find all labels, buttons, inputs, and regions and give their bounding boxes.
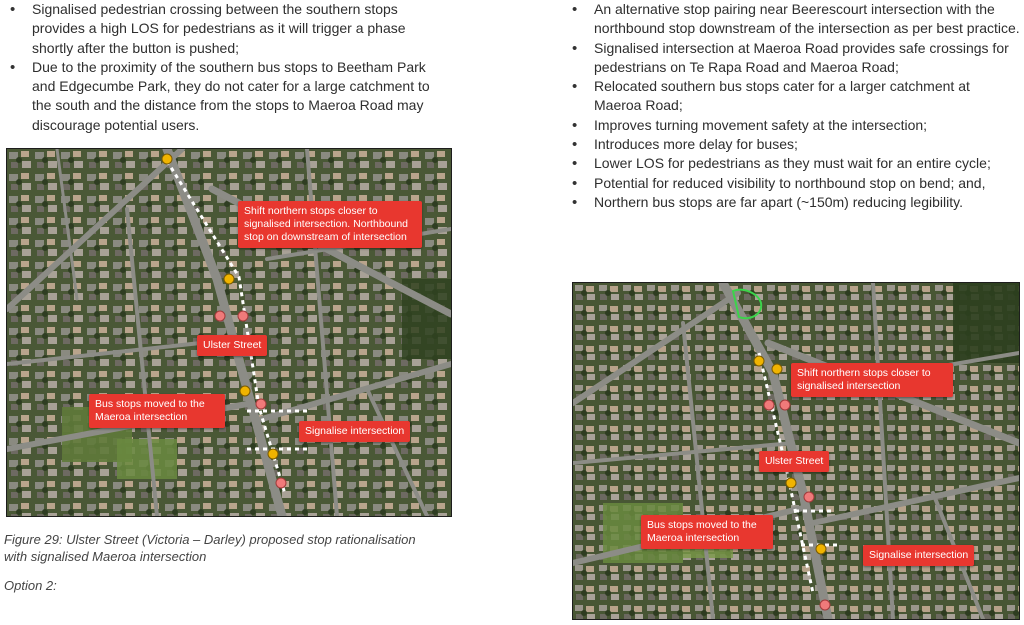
bus-stop-existing-marker — [786, 478, 796, 488]
bus-stop-existing-marker — [162, 154, 172, 164]
callout-shift-northern-stops: Shift northern stops closer to signalised intersection — [791, 363, 953, 397]
bus-stop-existing-marker — [754, 356, 764, 366]
bus-stop-proposed-marker — [215, 311, 225, 321]
callout-ulster-street: Ulster Street — [759, 451, 829, 472]
right-bullet-item: • Signalised intersection at Maeroa Road provides safe crossings for pedestrians on Te Rapa Road and Maeroa Road; — [570, 39, 1020, 78]
bus-stop-proposed-marker — [820, 600, 830, 610]
bus-stop-proposed-marker — [764, 400, 774, 410]
aerial-map-figure-29 — [6, 148, 452, 517]
left-column — [8, 0, 448, 135]
left-bullet-item: • Due to the proximity of the southern bus stops to Beetham Park and Edgecumbe Park, they do not cater for a large catchment to the south and the distance from the stops to Maeroa Road may discourage potential users. — [8, 58, 448, 135]
callout-ulster-street: Ulster Street — [197, 335, 267, 356]
right-bullet-item: • Improves turning movement safety at the intersection; — [570, 116, 1020, 135]
callout-bus-stops-moved: Bus stops moved to the Maeroa intersection — [641, 515, 773, 549]
left-bullet-list — [8, 0, 448, 135]
bus-stop-existing-marker — [240, 386, 250, 396]
bus-stop-proposed-marker — [804, 492, 814, 502]
figure-caption: Figure 29: Ulster Street (Victoria – Darley) proposed stop rationalisation with signalised Maeroa intersection — [4, 532, 416, 564]
right-bullet-item: • Introduces more delay for buses; — [570, 135, 1020, 154]
bus-stop-existing-marker — [772, 364, 782, 374]
callout-signalise-intersection: Signalise intersection — [299, 421, 410, 442]
bus-stop-existing-marker — [224, 274, 234, 284]
callout-bus-stops-moved: Bus stops moved to the Maeroa intersection — [89, 394, 225, 428]
right-bullet-list — [570, 0, 1020, 212]
bus-stop-proposed-marker — [276, 478, 286, 488]
bus-stop-proposed-marker — [256, 399, 266, 409]
bus-stop-existing-marker — [816, 544, 826, 554]
right-bullet-item: • Northern bus stops are far apart (~150m) reducing legibility. — [570, 193, 1020, 212]
bus-stop-proposed-marker — [780, 400, 790, 410]
right-bullet-item: • An alternative stop pairing near Beerescourt intersection with the northbound stop downstream of the intersection as per best practice. — [570, 0, 1020, 39]
left-bullet-item: • Signalised pedestrian crossing between the southern stops provides a high LOS for pedestrians as it will trigger a phase shortly after the button is pushed; — [8, 0, 448, 58]
callout-signalise-intersection: Signalise intersection — [863, 545, 974, 566]
right-column — [570, 0, 1020, 212]
right-bullet-item: • Lower LOS for pedestrians as they must wait for an entire cycle; — [570, 154, 1020, 173]
option-label: Option 2: — [4, 578, 57, 593]
aerial-map-option-2 — [572, 282, 1020, 620]
bus-stop-proposed-marker — [238, 311, 248, 321]
right-bullet-item: • Relocated southern bus stops cater for a larger catchment at Maeroa Road; — [570, 77, 1020, 116]
callout-shift-northern-stops: Shift northern stops closer to signalised intersection. Northbound stop on downstream of intersection — [238, 201, 422, 248]
bus-stop-existing-marker — [268, 449, 278, 459]
right-bullet-item: • Potential for reduced visibility to northbound stop on bend; and, — [570, 174, 1020, 193]
